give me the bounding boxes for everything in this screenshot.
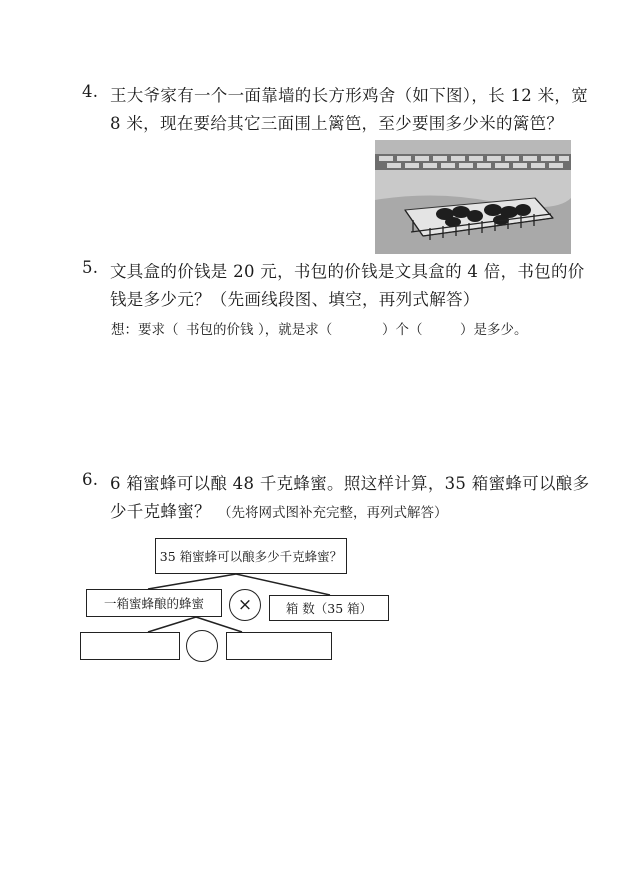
q5-hint-blank1: 书包的价钱 xyxy=(186,322,254,338)
q4-text-line2: 8 米，现在要给其它三面围上篱笆，至少要围多少米的篱笆？ xyxy=(110,114,564,133)
q5-text-line2: 钱是多少元？（先画线段图、填空，再列式解答） xyxy=(110,290,480,309)
q6-instruction: （先将网式图补充完整，再列式解答） xyxy=(218,505,448,521)
tree-bottom-left-label xyxy=(81,633,179,659)
tree-right-box xyxy=(269,595,389,621)
q4-number: 4. xyxy=(82,82,99,101)
q5-hint-prefix: 想：要求（ xyxy=(111,322,179,338)
multiply-sign: × xyxy=(237,595,253,615)
q6-text-line2: 少千克蜂蜜？ xyxy=(110,502,211,521)
tree-bottom-right-box[interactable] xyxy=(226,632,332,660)
q5-hint-suffix: ）是多少。 xyxy=(460,322,528,338)
tree-bottom-left-box[interactable] xyxy=(80,632,180,660)
q6-text-line1: 6 箱蜜蜂可以酿 48 千克蜂蜜。照这样计算，35 箱蜜蜂可以酿多 xyxy=(110,474,590,493)
tree-bottom-operator-circle[interactable] xyxy=(186,630,218,662)
tree-left-label: 一箱蜜蜂酿的蜂蜜 xyxy=(103,596,204,611)
q5-text-line1: 文具盒的价钱是 20 元，书包的价钱是文具盒的 4 倍，书包的价 xyxy=(110,262,585,281)
q6-number: 6. xyxy=(82,470,99,489)
q5-hint-mid2: ）个（ xyxy=(382,322,423,338)
tree-operator-circle xyxy=(229,589,261,621)
tree-right-label: 箱 数（35 箱） xyxy=(285,601,373,616)
tree-bottom-right-label xyxy=(227,633,331,659)
chicken-coop-illustration xyxy=(375,140,571,254)
tree-top-label: 35 箱蜜蜂可以酿多少千克蜂蜜？ xyxy=(159,549,343,564)
tree-top-box xyxy=(155,538,347,574)
q5-hint-mid1: ），就是求（ xyxy=(258,322,333,338)
q5-number: 5. xyxy=(82,258,99,277)
tree-left-box xyxy=(86,589,222,617)
q4-text-line1: 王大爷家有一个一面靠墙的长方形鸡舍（如下图），长 12 米，宽 xyxy=(110,86,589,105)
